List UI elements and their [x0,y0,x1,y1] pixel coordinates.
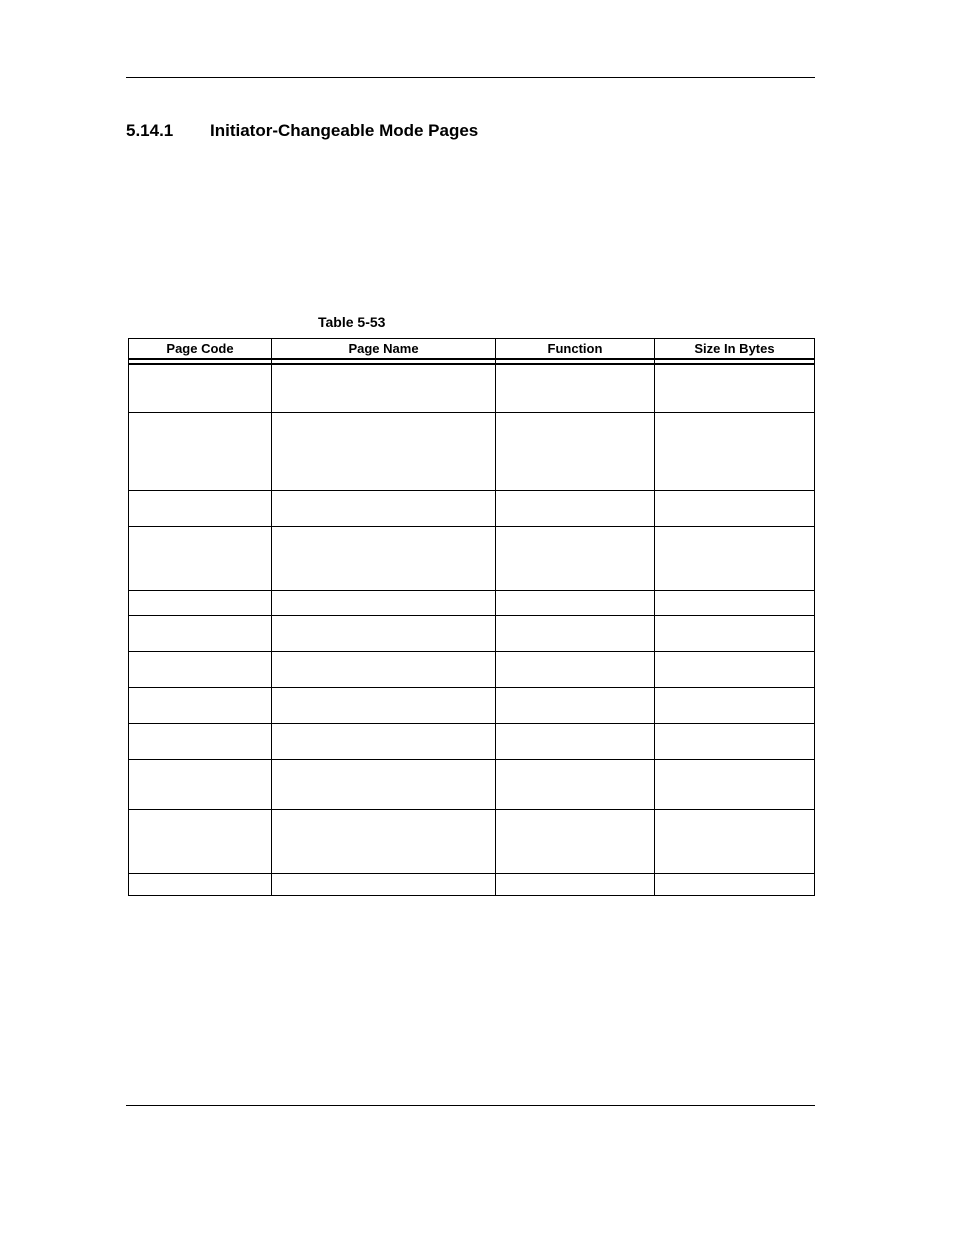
table-header-row [129,339,815,360]
table-row [129,651,815,687]
table-cell [655,873,815,895]
table-cell [129,412,272,490]
table-cell [129,873,272,895]
table-cell [129,615,272,651]
table-row [129,364,815,412]
table-cell [496,687,655,723]
table-cell [129,687,272,723]
table-row [129,687,815,723]
table-cell [496,873,655,895]
table-cell [272,651,496,687]
table-cell [272,687,496,723]
column-header-size: Size In Bytes [655,339,815,360]
table-cell [496,651,655,687]
table-cell [272,723,496,759]
table-cell [272,615,496,651]
section-heading [126,121,478,141]
table-cell [655,809,815,873]
table-row [129,759,815,809]
table-cell [129,526,272,590]
table-cell [655,651,815,687]
table-cell [129,651,272,687]
table-cell [496,490,655,526]
table-cell [655,723,815,759]
table-row [129,723,815,759]
table-cell [129,590,272,615]
table-row [129,590,815,615]
table-cell [272,873,496,895]
table-cell [272,809,496,873]
footer-rule [126,1105,815,1106]
table-cell [496,615,655,651]
table-cell [272,590,496,615]
table-cell [655,364,815,412]
table-cell [129,364,272,412]
table-cell [272,759,496,809]
table-row [129,490,815,526]
table-cell [496,759,655,809]
table-cell [655,526,815,590]
column-header-page-name: Page Name [272,339,496,360]
table-cell [655,615,815,651]
table-cell [496,412,655,490]
table-row [129,526,815,590]
section-title: Initiator-Changeable Mode Pages [210,121,479,140]
table-cell [496,590,655,615]
table-row [129,873,815,895]
table-row [129,809,815,873]
table-cell [272,412,496,490]
table-row [129,615,815,651]
table-cell [655,759,815,809]
column-header-page-code: Page Code [129,339,272,360]
table-cell [496,526,655,590]
table-cell [272,526,496,590]
table-cell [129,759,272,809]
mode-pages-table [128,338,815,896]
header-rule [126,77,815,78]
table-cell [655,687,815,723]
table-cell [272,364,496,412]
section-number: 5.14.1 [126,121,174,140]
table-cell [129,490,272,526]
table-cell [496,364,655,412]
table-cell [496,723,655,759]
table-cell [655,412,815,490]
column-header-function: Function [496,339,655,360]
table-cell [655,590,815,615]
table-cell [129,723,272,759]
table-cell [496,809,655,873]
table-cell [655,490,815,526]
table-cell [129,809,272,873]
table-caption: Table 5-53 [318,314,386,330]
table-cell [272,490,496,526]
table-row [129,412,815,490]
